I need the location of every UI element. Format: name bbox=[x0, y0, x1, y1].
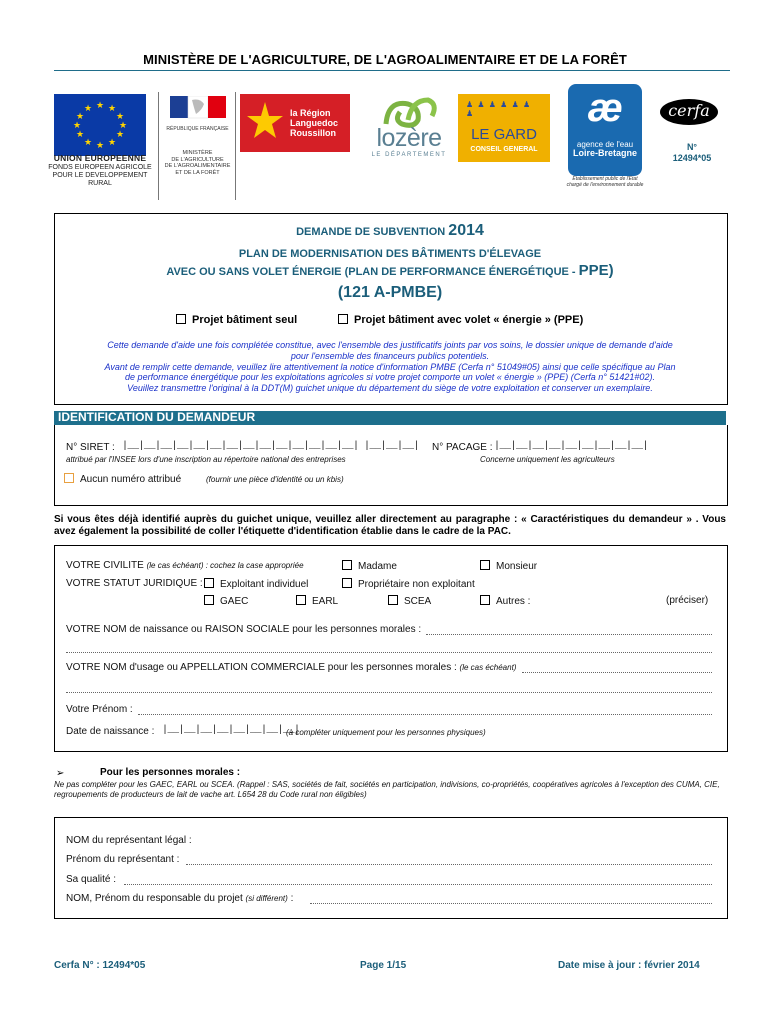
option-batiment-energie-label: Projet bâtiment avec volet « énergie » (PPE) bbox=[354, 314, 584, 326]
pacage-label: N° PACAGE : bbox=[432, 442, 493, 453]
checkbox[interactable] bbox=[338, 314, 348, 324]
responsable-input[interactable] bbox=[310, 903, 712, 904]
form-title-line1 bbox=[54, 222, 726, 240]
nom-usage-label: VOTRE NOM d'usage ou APPELLATION COMMERCIALE pour les personnes morales : bbox=[66, 662, 457, 673]
madame-option[interactable] bbox=[342, 560, 397, 572]
lozere-wordmark: lozère bbox=[376, 124, 442, 152]
region-line1: la Région bbox=[290, 108, 331, 118]
eu-caption bbox=[46, 154, 154, 188]
option-batiment-seul-label: Projet bâtiment seul bbox=[192, 314, 298, 326]
nom-usage-input-line2[interactable] bbox=[66, 692, 712, 693]
svg-text:★: ★ bbox=[95, 141, 105, 151]
agence-line1: agence de l'eau bbox=[576, 140, 634, 149]
siret-label: N° SIRET : bbox=[66, 442, 115, 453]
exploitant-option[interactable] bbox=[204, 578, 308, 590]
siret-input[interactable]: |__|__|__|__|__|__|__|__|__|__|__|__|__|__| |__|__|__| bbox=[122, 441, 420, 452]
qualite-label: Sa qualité : bbox=[66, 874, 117, 885]
intro-line2: pour l'ensemble des financeurs publics potentiels. bbox=[290, 350, 490, 361]
option-batiment-seul[interactable] bbox=[176, 314, 297, 326]
cerfa-logo-text: cerfa bbox=[668, 101, 710, 120]
cerfa-number-value: 12494*05 bbox=[672, 153, 712, 163]
pacage-note: Concerne uniquement les agriculteurs bbox=[480, 455, 615, 464]
statut-label: VOTRE STATUT JURIDIQUE : bbox=[66, 578, 203, 589]
preciser-label: (préciser) bbox=[666, 595, 709, 606]
earl-option[interactable] bbox=[296, 595, 338, 607]
header-divider bbox=[54, 70, 730, 71]
ministry-title: MINISTÈRE DE L'AGRICULTURE, DE L'AGROALIMENTAIRE ET DE LA FORÊT bbox=[143, 52, 627, 67]
agence-under2: chargé de l'environnement durable bbox=[566, 182, 644, 188]
region-text bbox=[290, 108, 350, 138]
svg-text:★: ★ bbox=[95, 101, 105, 111]
agence-under1: Établissement public de l'État bbox=[572, 176, 638, 182]
checkbox[interactable] bbox=[296, 595, 306, 605]
no-number-label: Aucun numéro attribué bbox=[80, 474, 182, 485]
agence-line2: Loire-Bretagne bbox=[572, 148, 637, 158]
marianne-logo bbox=[170, 96, 226, 126]
agence-caption bbox=[560, 176, 650, 188]
logo-divider bbox=[235, 92, 236, 200]
exploitant-label: Exploitant individuel bbox=[220, 579, 309, 590]
form-title-year: 2014 bbox=[448, 222, 484, 239]
gaec-option[interactable] bbox=[204, 595, 248, 607]
form-title-prefix: DEMANDE DE SUBVENTION bbox=[296, 226, 446, 238]
lozere-subtitle: LE DÉPARTEMENT bbox=[371, 152, 447, 158]
nom-naissance-input-line2[interactable] bbox=[66, 652, 712, 653]
svg-text:★: ★ bbox=[75, 130, 85, 140]
svg-text:★: ★ bbox=[115, 130, 125, 140]
ministry-caption bbox=[160, 150, 235, 176]
nom-usage-input[interactable] bbox=[522, 672, 712, 673]
pacage-input[interactable]: |__|__|__|__|__|__|__|__|__| bbox=[494, 441, 649, 452]
checkbox[interactable] bbox=[480, 560, 490, 570]
intro-text bbox=[60, 340, 720, 394]
proprietaire-option[interactable] bbox=[342, 578, 475, 590]
eu-title: UNION EUROPEENNE bbox=[53, 153, 147, 163]
scea-option[interactable] bbox=[388, 595, 431, 607]
checkbox[interactable] bbox=[342, 578, 352, 588]
ministry-line1: MINISTÈRE bbox=[182, 150, 213, 156]
gard-subtitle: CONSEIL GENERAL bbox=[470, 146, 538, 153]
agence-ae-mark: æ bbox=[587, 86, 623, 130]
morales-title: Pour les personnes morales : bbox=[100, 767, 241, 778]
madame-label: Madame bbox=[358, 561, 397, 572]
republic-label: RÉPUBLIQUE FRANÇAISE bbox=[166, 126, 229, 132]
nom-naissance-input[interactable] bbox=[426, 634, 712, 635]
earl-label: EARL bbox=[312, 596, 339, 607]
ministry-line2: DE L'AGRICULTURE bbox=[171, 156, 224, 163]
naissance-label: Date de naissance : bbox=[66, 726, 155, 737]
morales-bullet: ➢ bbox=[56, 768, 65, 779]
form-title-line3b: PPE) bbox=[578, 262, 614, 279]
svg-text:★: ★ bbox=[118, 121, 128, 131]
scea-label: SCEA bbox=[404, 596, 432, 607]
monsieur-label: Monsieur bbox=[496, 561, 538, 572]
responsable-colon: : bbox=[290, 893, 294, 904]
proprietaire-label: Propriétaire non exploitant bbox=[358, 579, 475, 590]
form-title-line2: PLAN DE MODERNISATION DES BÂTIMENTS D'ÉLEVAGE bbox=[238, 248, 542, 260]
checkbox[interactable] bbox=[204, 595, 214, 605]
checkbox[interactable] bbox=[204, 578, 214, 588]
guichet-note: Si vous êtes déjà identifié auprès du guichet unique, veuillez aller directement au paragraphe : « Caractéristiques du demandeur » . Vous avez également la possibilité de coller l'étiquette d'identification établie dans le cadre de la PAC. bbox=[54, 514, 726, 537]
prenom-rep-input[interactable] bbox=[186, 864, 712, 865]
eu-line1: FONDS EUROPEEN AGRICOLE bbox=[48, 164, 152, 171]
intro-line3: Avant de remplir cette demande, veuillez lire attentivement la notice d'information PMBE (Cerfa n° 51049#05) ainsi que celle spécifique au Plan bbox=[104, 361, 676, 372]
nom-usage-row bbox=[66, 662, 516, 673]
checkbox[interactable] bbox=[480, 595, 490, 605]
autres-label: Autres : bbox=[496, 596, 531, 607]
civilite-box bbox=[54, 545, 728, 752]
eu-flag-logo bbox=[54, 94, 146, 156]
morales-note: Ne pas compléter pour les GAEC, EARL ou SCEA. (Rappel : SAS, sociétés de fait, sociétés en participation, indivisions, co-propriétés, coopératives agricoles à l'exception des CUMA, CIE, regroupements de producteurs de lait de vache art. L654 28 du Code rural non éligibles) bbox=[54, 780, 720, 799]
intro-line5: Veuillez transmettre l'original à la DDT(M) guichet unique du département du siège de votre exploitation et conserver un exemplaire. bbox=[127, 383, 653, 394]
agence-text bbox=[568, 140, 642, 158]
identification-box bbox=[54, 425, 728, 506]
form-code: (121 A-PMBE) bbox=[337, 284, 443, 301]
responsable-note: (si différent) bbox=[245, 894, 288, 903]
eu-line2: POUR LE DEVELOPPEMENT RURAL bbox=[52, 172, 148, 187]
autres-option[interactable] bbox=[480, 595, 530, 607]
naissance-note: (à compléter uniquement pour les personnes physiques) bbox=[286, 728, 486, 737]
nom-naissance-label: VOTRE NOM de naissance ou RAISON SOCIALE pour les personnes morales : bbox=[66, 624, 422, 635]
qualite-input[interactable] bbox=[124, 884, 712, 885]
form-title-line3a: AVEC OU SANS VOLET ÉNERGIE (PLAN DE PERFORMANCE ÉNERGÉTIQUE - bbox=[166, 266, 576, 278]
gaec-label: GAEC bbox=[220, 596, 249, 607]
region-line2: Languedoc bbox=[290, 118, 339, 128]
prenom-rep-label: Prénom du représentant : bbox=[66, 854, 180, 865]
svg-text:★: ★ bbox=[72, 121, 82, 131]
intro-line4: de performance énergétique pour les exploitations agricoles si votre projet comporte un volet « énergie » (PPE) (Cerfa n° 51421#02). bbox=[125, 372, 655, 383]
rep-legal-label: NOM du représentant légal : bbox=[66, 835, 192, 846]
option-batiment-energie[interactable] bbox=[338, 314, 583, 326]
footer-cerfa: Cerfa N° : 12494*05 bbox=[54, 960, 146, 971]
siret-note: attribué par l'INSEE lors d'une inscription au répertoire national des entreprises bbox=[66, 455, 346, 464]
no-number-option[interactable] bbox=[64, 473, 181, 485]
responsable-label: NOM, Prénom du responsable du projet bbox=[66, 893, 243, 904]
gard-title: LE GARD bbox=[471, 126, 537, 143]
no-number-note: (fournir une pièce d'identité ou un kbis) bbox=[206, 475, 344, 484]
responsable-row bbox=[66, 893, 293, 904]
cerfa-number-label: N° bbox=[686, 142, 698, 152]
form-title-line3 bbox=[54, 262, 726, 279]
checkbox[interactable] bbox=[64, 473, 74, 483]
civilite-label: VOTRE CIVILITE bbox=[66, 560, 144, 571]
civilite-note: (le cas échéant) : cochez la case appropriée bbox=[146, 561, 304, 570]
svg-text:★: ★ bbox=[83, 104, 93, 114]
checkbox[interactable] bbox=[342, 560, 352, 570]
svg-text:★: ★ bbox=[83, 138, 93, 148]
svg-text:★: ★ bbox=[75, 112, 85, 122]
svg-text:★: ★ bbox=[107, 104, 117, 114]
cerfa-number bbox=[662, 142, 722, 164]
checkbox[interactable] bbox=[388, 595, 398, 605]
region-line3: Roussillon bbox=[290, 128, 337, 138]
monsieur-option[interactable] bbox=[480, 560, 537, 572]
footer-page: Page 1/15 bbox=[360, 960, 407, 971]
prenom-label: Votre Prénom : bbox=[66, 704, 133, 715]
footer-date: Date mise à jour : février 2014 bbox=[558, 960, 700, 971]
intro-line1: Cette demande d'aide une fois complétée constitue, avec l'ensemble des justificatifs joints par vos soins, le dossier unique de demande d'aide bbox=[107, 340, 673, 350]
naissance-input[interactable]: |__|__|__|__|__|__|__|__| bbox=[162, 725, 300, 736]
prenom-input[interactable] bbox=[138, 714, 712, 715]
svg-text:★: ★ bbox=[107, 138, 117, 148]
svg-text:★: ★ bbox=[115, 112, 125, 122]
logo-divider bbox=[158, 92, 159, 200]
gard-figures-icon: ♟ ♟ ♟ ♟ ♟ ♟ ♟ bbox=[466, 100, 532, 118]
ministry-line4: ET DE LA FORÊT bbox=[175, 169, 220, 176]
checkbox[interactable] bbox=[176, 314, 186, 324]
nom-usage-note: (le cas échéant) bbox=[459, 663, 517, 672]
ministry-line3: DE L'AGROALIMENTAIRE bbox=[164, 163, 231, 169]
civilite-label-row bbox=[66, 560, 304, 571]
section-title-identification: IDENTIFICATION DU DEMANDEUR bbox=[58, 410, 256, 424]
